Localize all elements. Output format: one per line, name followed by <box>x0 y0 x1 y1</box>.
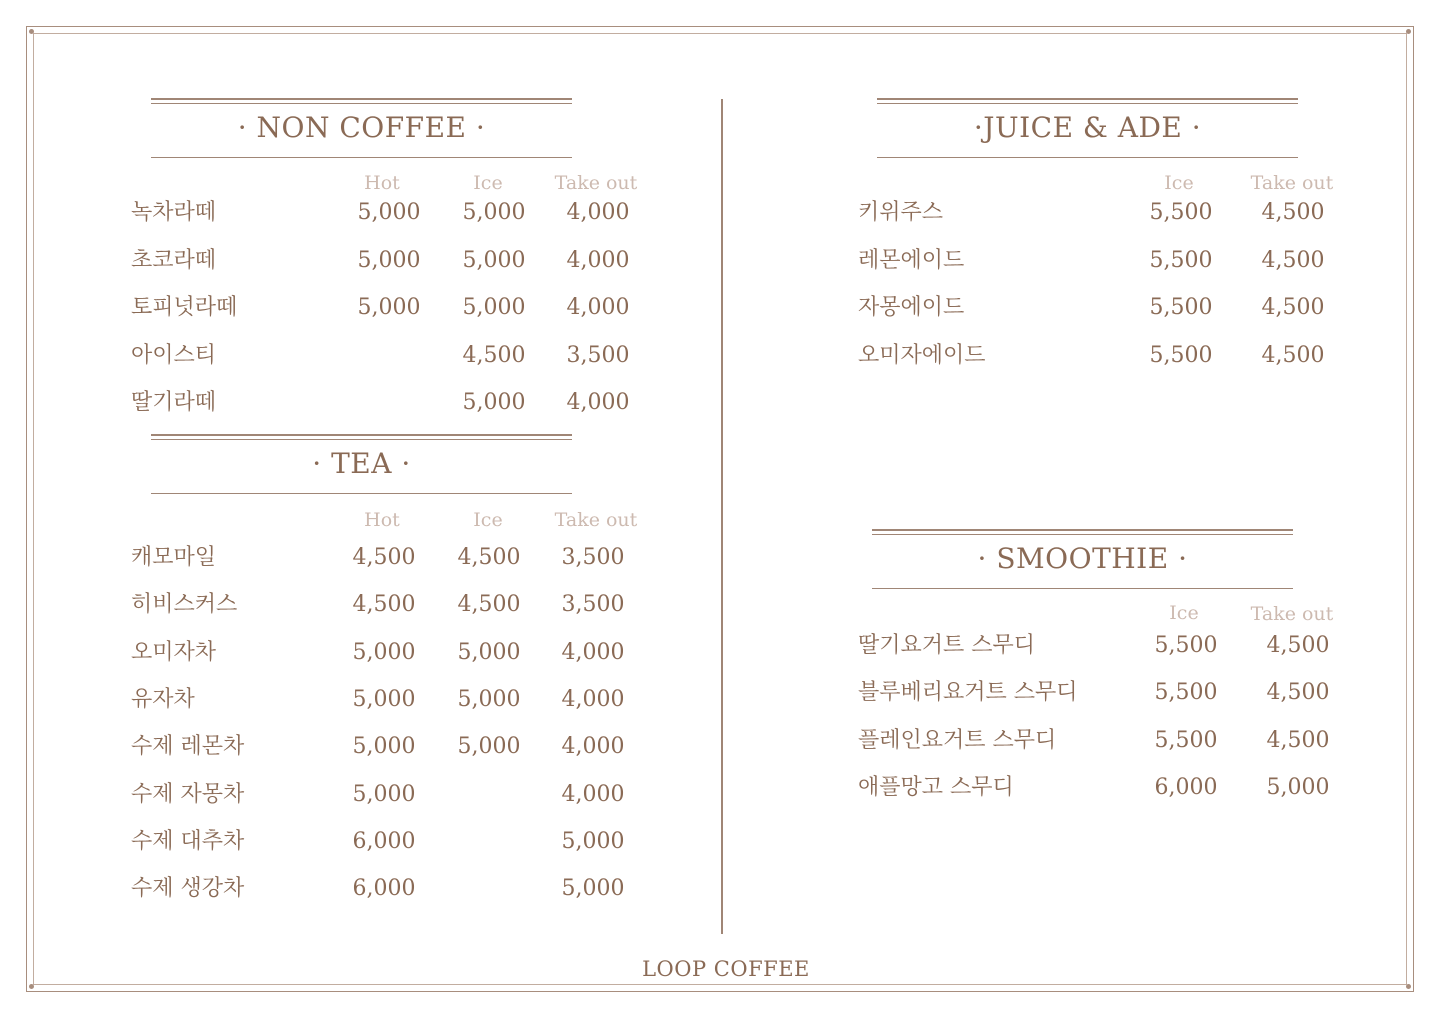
price-hot: 4,500 <box>352 592 416 618</box>
menu-item-name: 아이스티 <box>131 342 217 368</box>
price-takeout: 5,000 <box>561 876 625 902</box>
section-title: · NON COFFEE · <box>237 111 486 144</box>
price-hot: 5,000 <box>352 781 416 807</box>
menu-item-name: 수제 레몬차 <box>131 734 245 760</box>
center-divider <box>721 99 723 934</box>
price-takeout: 4,000 <box>561 686 625 712</box>
price-hot: 5,000 <box>352 734 416 760</box>
menu-item-name: 초코라떼 <box>131 247 217 273</box>
corner-ornament <box>29 984 34 989</box>
price-takeout: 4,500 <box>1261 200 1325 225</box>
price-hot: 5,000 <box>357 200 421 225</box>
tea-header <box>151 434 572 494</box>
col-header-ice: Ice <box>1169 602 1199 624</box>
price-takeout: 4,000 <box>566 247 630 273</box>
price-ice: 5,500 <box>1149 247 1213 273</box>
price-ice: 5,500 <box>1149 200 1213 225</box>
price-ice: 5,000 <box>462 247 526 273</box>
col-header-takeout: Take out <box>1250 172 1334 194</box>
menu-item-name: 수제 생강차 <box>131 876 245 902</box>
col-header-ice: Ice <box>473 172 503 194</box>
price-takeout: 4,500 <box>1261 295 1325 320</box>
menu-item-name: 블루베리요거트 스무디 <box>858 680 1078 706</box>
menu-item-name: 유자차 <box>131 686 195 712</box>
menu-item-name: 애플망고 스무디 <box>858 774 1014 800</box>
price-takeout: 4,000 <box>561 639 625 665</box>
juice-ade-header <box>877 98 1298 158</box>
price-hot: 5,000 <box>352 686 416 712</box>
price-takeout: 3,500 <box>561 545 625 570</box>
price-takeout: 4,500 <box>1266 727 1330 753</box>
section-title: · SMOOTHIE · <box>977 542 1188 575</box>
price-takeout: 4,500 <box>1266 633 1330 658</box>
price-hot: 4,500 <box>352 545 416 570</box>
menu-item-name: 녹차라떼 <box>131 200 217 225</box>
price-hot: 6,000 <box>352 828 416 854</box>
col-header-takeout: Take out <box>554 172 638 194</box>
corner-ornament <box>29 29 34 34</box>
col-header-takeout: Take out <box>554 509 638 531</box>
price-takeout: 4,000 <box>561 734 625 760</box>
section-title: ·JUICE & ADE · <box>973 111 1202 144</box>
price-ice: 5,500 <box>1149 295 1213 320</box>
menu-item-name: 오미자차 <box>131 639 217 665</box>
col-header-ice: Ice <box>473 509 503 531</box>
price-takeout: 4,000 <box>566 200 630 225</box>
price-takeout: 5,000 <box>561 828 625 854</box>
footer-brand: LOOP COFFEE <box>642 957 810 981</box>
price-ice: 6,000 <box>1154 774 1218 800</box>
price-takeout: 3,500 <box>561 592 625 618</box>
non-coffee-header <box>151 98 572 158</box>
price-ice: 4,500 <box>457 545 521 570</box>
price-takeout: 4,500 <box>1261 247 1325 273</box>
col-header-hot: Hot <box>364 509 400 531</box>
price-hot: 5,000 <box>357 295 421 320</box>
price-ice: 5,000 <box>457 734 521 760</box>
menu-item-name: 캐모마일 <box>131 545 217 570</box>
menu-item-name: 수제 자몽차 <box>131 781 245 807</box>
price-takeout: 4,000 <box>566 390 630 415</box>
price-ice: 5,000 <box>462 295 526 320</box>
price-ice: 4,500 <box>457 592 521 618</box>
price-takeout: 4,500 <box>1261 342 1325 368</box>
price-ice: 5,500 <box>1154 727 1218 753</box>
menu-item-name: 딸기요거트 스무디 <box>858 633 1036 658</box>
price-ice: 5,000 <box>457 639 521 665</box>
price-ice: 5,000 <box>457 686 521 712</box>
menu-item-name: 오미자에이드 <box>858 342 986 368</box>
price-ice: 4,500 <box>462 342 526 368</box>
menu-item-name: 수제 대추차 <box>131 828 245 854</box>
price-takeout: 4,500 <box>1266 680 1330 706</box>
col-header-ice: Ice <box>1164 172 1194 194</box>
price-ice: 5,000 <box>462 200 526 225</box>
col-header-takeout: Take out <box>1250 603 1334 625</box>
menu-item-name: 플레인요거트 스무디 <box>858 727 1057 753</box>
menu-item-name: 키위주스 <box>858 200 944 225</box>
price-takeout: 4,000 <box>566 295 630 320</box>
price-takeout: 4,000 <box>561 781 625 807</box>
menu-item-name: 레몬에이드 <box>858 247 965 273</box>
price-hot: 6,000 <box>352 876 416 902</box>
corner-ornament <box>1406 984 1411 989</box>
price-takeout: 3,500 <box>566 342 630 368</box>
price-hot: 5,000 <box>352 639 416 665</box>
menu-item-name: 딸기라떼 <box>131 390 217 415</box>
price-ice: 5,500 <box>1154 633 1218 658</box>
menu-item-name: 히비스커스 <box>131 592 238 618</box>
price-ice: 5,000 <box>462 390 526 415</box>
price-ice: 5,500 <box>1154 680 1218 706</box>
corner-ornament <box>1406 29 1411 34</box>
menu-item-name: 자몽에이드 <box>858 295 965 320</box>
smoothie-header <box>872 529 1293 589</box>
price-ice: 5,500 <box>1149 342 1213 368</box>
col-header-hot: Hot <box>364 172 400 194</box>
price-hot: 5,000 <box>357 247 421 273</box>
menu-item-name: 토피넛라떼 <box>131 295 238 320</box>
price-takeout: 5,000 <box>1266 774 1330 800</box>
section-title: · TEA · <box>312 447 411 480</box>
